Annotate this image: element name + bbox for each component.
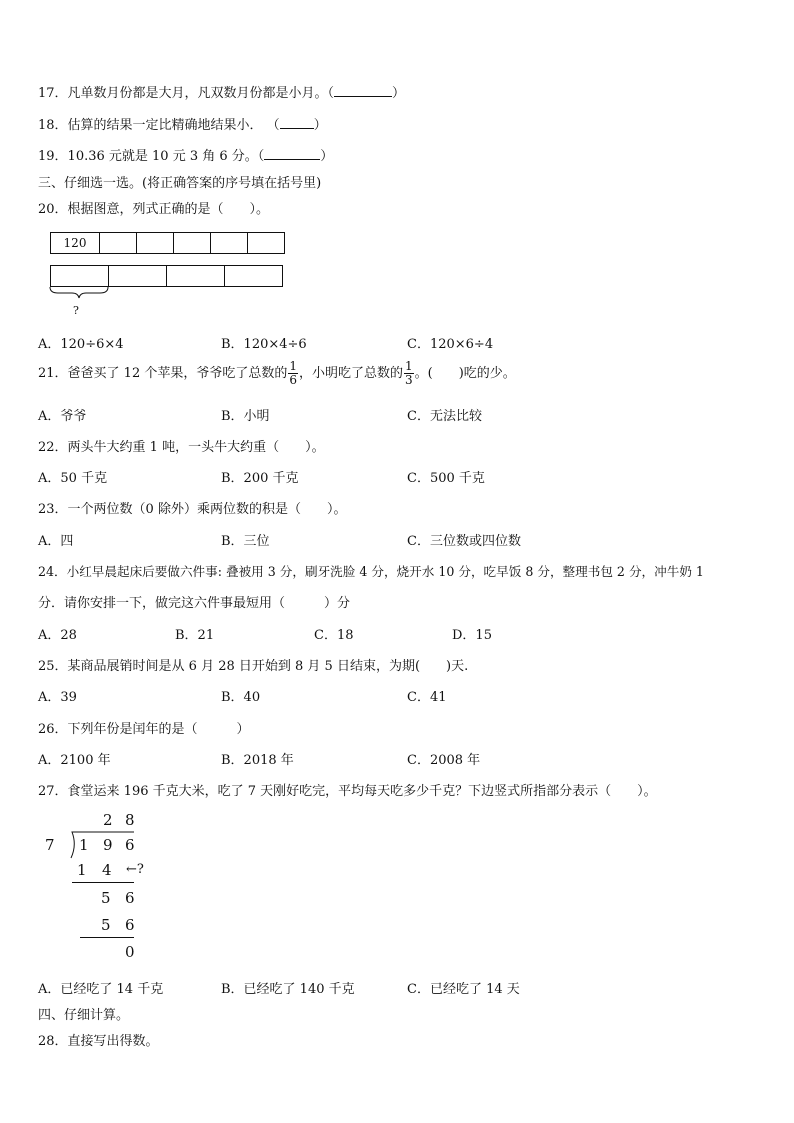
q23-option-c[interactable]: C．三位数或四位数 bbox=[407, 534, 521, 549]
q26-option-a[interactable]: A．2100 年 bbox=[38, 753, 111, 768]
q21-fraction-1 bbox=[288, 360, 298, 387]
step1-digit-2: 4 bbox=[102, 861, 112, 879]
q20-bottom-bar bbox=[50, 265, 283, 287]
q17-answer-blank[interactable] bbox=[334, 96, 392, 97]
dividend-digit-3: 6 bbox=[125, 836, 135, 854]
q20-bottom-box-1 bbox=[51, 266, 109, 286]
q19-line bbox=[38, 145, 333, 164]
q17-line bbox=[38, 82, 405, 101]
q22-option-b[interactable]: B．200 千克 bbox=[221, 471, 299, 486]
q24-option-b[interactable]: B．21 bbox=[175, 628, 215, 643]
step2-digit-1: 5 bbox=[101, 889, 111, 907]
step1-digit-1: 1 bbox=[77, 861, 87, 879]
q25-option-a[interactable]: A．39 bbox=[38, 690, 77, 705]
q24-option-c[interactable]: C．18 bbox=[314, 628, 354, 643]
q20-bottom-box-3 bbox=[167, 266, 225, 286]
step3-digit-2: 6 bbox=[125, 916, 135, 934]
dividend-digit-1: 1 bbox=[79, 836, 89, 854]
q22-option-a[interactable]: A．50 千克 bbox=[38, 471, 108, 486]
q27-option-c[interactable]: C．已经吃了 14 天 bbox=[407, 982, 520, 997]
q26-text: 26．下列年份是闰年的是（ ） bbox=[38, 722, 250, 737]
q20-top-box-3 bbox=[137, 233, 174, 253]
q17-text: 17．凡单数月份都是大月，凡双数月份都是小月。（ bbox=[38, 86, 335, 101]
section-4-heading: 四、仔细计算。 bbox=[38, 1008, 130, 1023]
q17-close: ） bbox=[392, 86, 406, 101]
q21-fraction-2 bbox=[404, 360, 414, 387]
q21-option-b[interactable]: B．小明 bbox=[221, 409, 270, 424]
q20-option-b[interactable]: B．120×4÷6 bbox=[221, 337, 307, 352]
q21-f2-den: 3 bbox=[405, 373, 413, 387]
q27-arrow-label: ←? bbox=[126, 862, 144, 877]
q25-option-c[interactable]: C．41 bbox=[407, 690, 447, 705]
q20-text: 20．根据图意，列式正确的是（ ）。 bbox=[38, 202, 270, 217]
q20-bottom-box-2 bbox=[109, 266, 167, 286]
q20-brace bbox=[48, 286, 112, 300]
q20-top-box-1: 120 bbox=[51, 233, 100, 253]
q20-brace-label: ? bbox=[73, 304, 79, 317]
section-3-heading: 三、仔细选一选。(将正确答案的序号填在括号里) bbox=[38, 176, 322, 191]
q21-option-a[interactable]: A．爷爷 bbox=[38, 409, 87, 424]
q18-text: 18．估算的结果一定比精确地结果小． （ bbox=[38, 118, 280, 133]
division-line-1 bbox=[72, 882, 134, 883]
q28-text: 28．直接写出得数。 bbox=[38, 1034, 159, 1049]
q23-option-a[interactable]: A．四 bbox=[38, 534, 74, 549]
q26-option-c[interactable]: C．2008 年 bbox=[407, 753, 481, 768]
q23-text: 23．一个两位数（0 除外）乘两位数的积是（ ）。 bbox=[38, 502, 347, 517]
q20-top-box-6 bbox=[248, 233, 284, 253]
q18-close: ） bbox=[313, 118, 327, 133]
q24-option-d[interactable]: D．15 bbox=[452, 628, 492, 643]
dividend-digit-2: 9 bbox=[103, 836, 113, 854]
q20-top-bar bbox=[50, 232, 285, 254]
q24-text-line2: 分．请你安排一下，做完这六件事最短用（ ）分 bbox=[38, 596, 351, 611]
q27-option-b[interactable]: B．已经吃了 140 千克 bbox=[221, 982, 355, 997]
q20-bottom-box-4 bbox=[225, 266, 282, 286]
q21-text-mid: ，小明吃了总数的 bbox=[299, 366, 404, 381]
q25-text: 25．某商品展销时间是从 6 月 28 日开始到 8 月 5 日结束，为期( )天. bbox=[38, 659, 469, 674]
q19-text: 19．10.36 元就是 10 元 3 角 6 分。（ bbox=[38, 149, 265, 164]
q20-option-c[interactable]: C．120×6÷4 bbox=[407, 337, 494, 352]
q27-option-a[interactable]: A．已经吃了 14 千克 bbox=[38, 982, 164, 997]
q26-option-b[interactable]: B．2018 年 bbox=[221, 753, 294, 768]
q21-f1-den: 6 bbox=[289, 373, 297, 387]
q20-top-box-5 bbox=[211, 233, 248, 253]
q19-close: ） bbox=[320, 149, 334, 164]
q18-answer-blank[interactable] bbox=[280, 128, 314, 129]
q21-line bbox=[38, 360, 516, 387]
q18-line bbox=[38, 114, 327, 133]
q21-f1-num: 1 bbox=[289, 359, 297, 373]
step3-digit-1: 5 bbox=[101, 916, 111, 934]
q20-top-box-4 bbox=[174, 233, 211, 253]
q20-top-box-2 bbox=[100, 233, 137, 253]
q22-option-c[interactable]: C．500 千克 bbox=[407, 471, 485, 486]
q21-option-c[interactable]: C．无法比较 bbox=[407, 409, 482, 424]
remainder: 0 bbox=[125, 943, 135, 961]
division-line-2 bbox=[80, 937, 134, 938]
q27-text: 27．食堂运来 196 千克大米，吃了 7 天刚好吃完，平均每天吃多少千克？下边竖式所指部分表示（ ）。 bbox=[38, 784, 657, 799]
quotient-digit-1: 2 bbox=[103, 811, 113, 829]
q20-option-a[interactable]: A．120÷6×4 bbox=[38, 337, 124, 352]
quotient-digit-2: 8 bbox=[125, 811, 135, 829]
q23-option-b[interactable]: B．三位 bbox=[221, 534, 270, 549]
q21-text-post: 。( )吃的少。 bbox=[414, 366, 516, 381]
q25-option-b[interactable]: B．40 bbox=[221, 690, 261, 705]
q22-text: 22．两头牛大约重 1 吨，一头牛大约重（ ）。 bbox=[38, 440, 325, 455]
q19-answer-blank[interactable] bbox=[264, 159, 320, 160]
q21-f2-num: 1 bbox=[405, 359, 413, 373]
step2-digit-2: 6 bbox=[125, 889, 135, 907]
q24-option-a[interactable]: A．28 bbox=[38, 628, 77, 643]
q24-text-line1: 24．小红早晨起床后要做六件事: 叠被用 3 分，刷牙洗脸 4 分，烧开水 10 分，吃早饭 8 分，整理书包 2 分，冲牛奶 1 bbox=[38, 564, 704, 579]
q21-text-pre: 21．爸爸买了 12 个苹果，爷爷吃了总数的 bbox=[38, 366, 288, 381]
divisor: 7 bbox=[45, 836, 55, 854]
